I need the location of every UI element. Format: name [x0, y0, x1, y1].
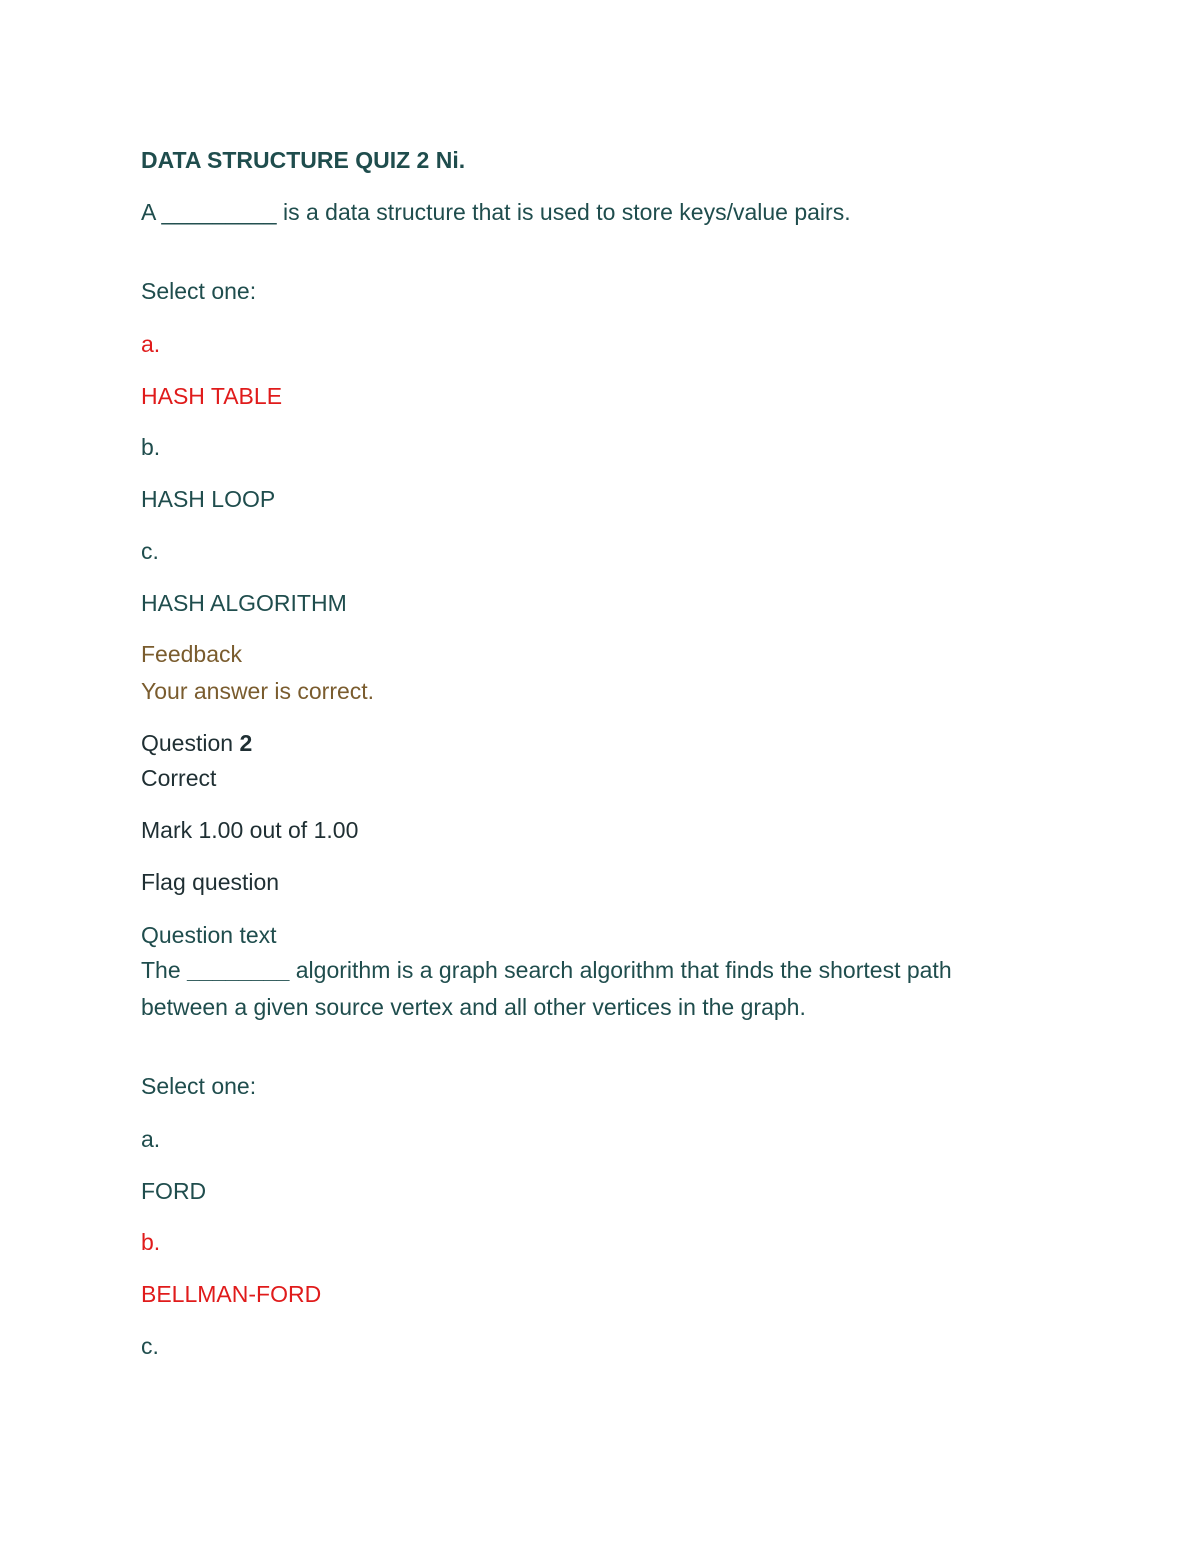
q1-feedback-text: Your answer is correct. — [141, 678, 375, 704]
q2-mark: Mark 1.00 out of 1.00 — [141, 817, 359, 843]
q2-option-c-letter: c. — [141, 1333, 159, 1359]
q2-option-b-text: BELLMAN-FORD — [141, 1281, 322, 1307]
q1-option-a-text: HASH TABLE — [141, 383, 283, 409]
quiz-title: DATA STRUCTURE QUIZ 2 Ni. — [141, 147, 466, 173]
q2-prompt-blank: ________ — [187, 957, 290, 983]
q1-option-a-letter: a. — [141, 331, 161, 357]
q2-prompt-start: The — [141, 957, 181, 983]
q1-option-c-letter: c. — [141, 538, 159, 564]
q2-question-number: 2 — [239, 730, 253, 756]
q2-prompt-line2: between a given source vertex and all other vertices in the graph. — [141, 994, 806, 1020]
q1-feedback-label: Feedback — [141, 641, 243, 667]
q2-status: Correct — [141, 765, 217, 791]
q2-flag-question: Flag question — [141, 869, 280, 895]
q2-question-label: Question — [141, 730, 234, 756]
q2-option-a-text: FORD — [141, 1178, 207, 1204]
q2-option-a-letter: a. — [141, 1126, 161, 1152]
q2-question-heading — [141, 729, 252, 757]
q1-prompt: A _________ is a data structure that is used to store keys/value pairs. — [141, 199, 851, 225]
q2-select-label: Select one: — [141, 1073, 257, 1099]
q1-option-c-text: HASH ALGORITHM — [141, 590, 347, 616]
q1-option-b-letter: b. — [141, 434, 161, 460]
q1-select-label: Select one: — [141, 278, 257, 304]
q2-option-b-letter: b. — [141, 1229, 161, 1255]
q2-question-text-label: Question text — [141, 922, 277, 948]
q2-prompt-line1 — [141, 956, 952, 984]
q2-prompt-rest: algorithm is a graph search algorithm that finds the shortest path — [295, 957, 952, 983]
q1-option-b-text: HASH LOOP — [141, 486, 276, 512]
